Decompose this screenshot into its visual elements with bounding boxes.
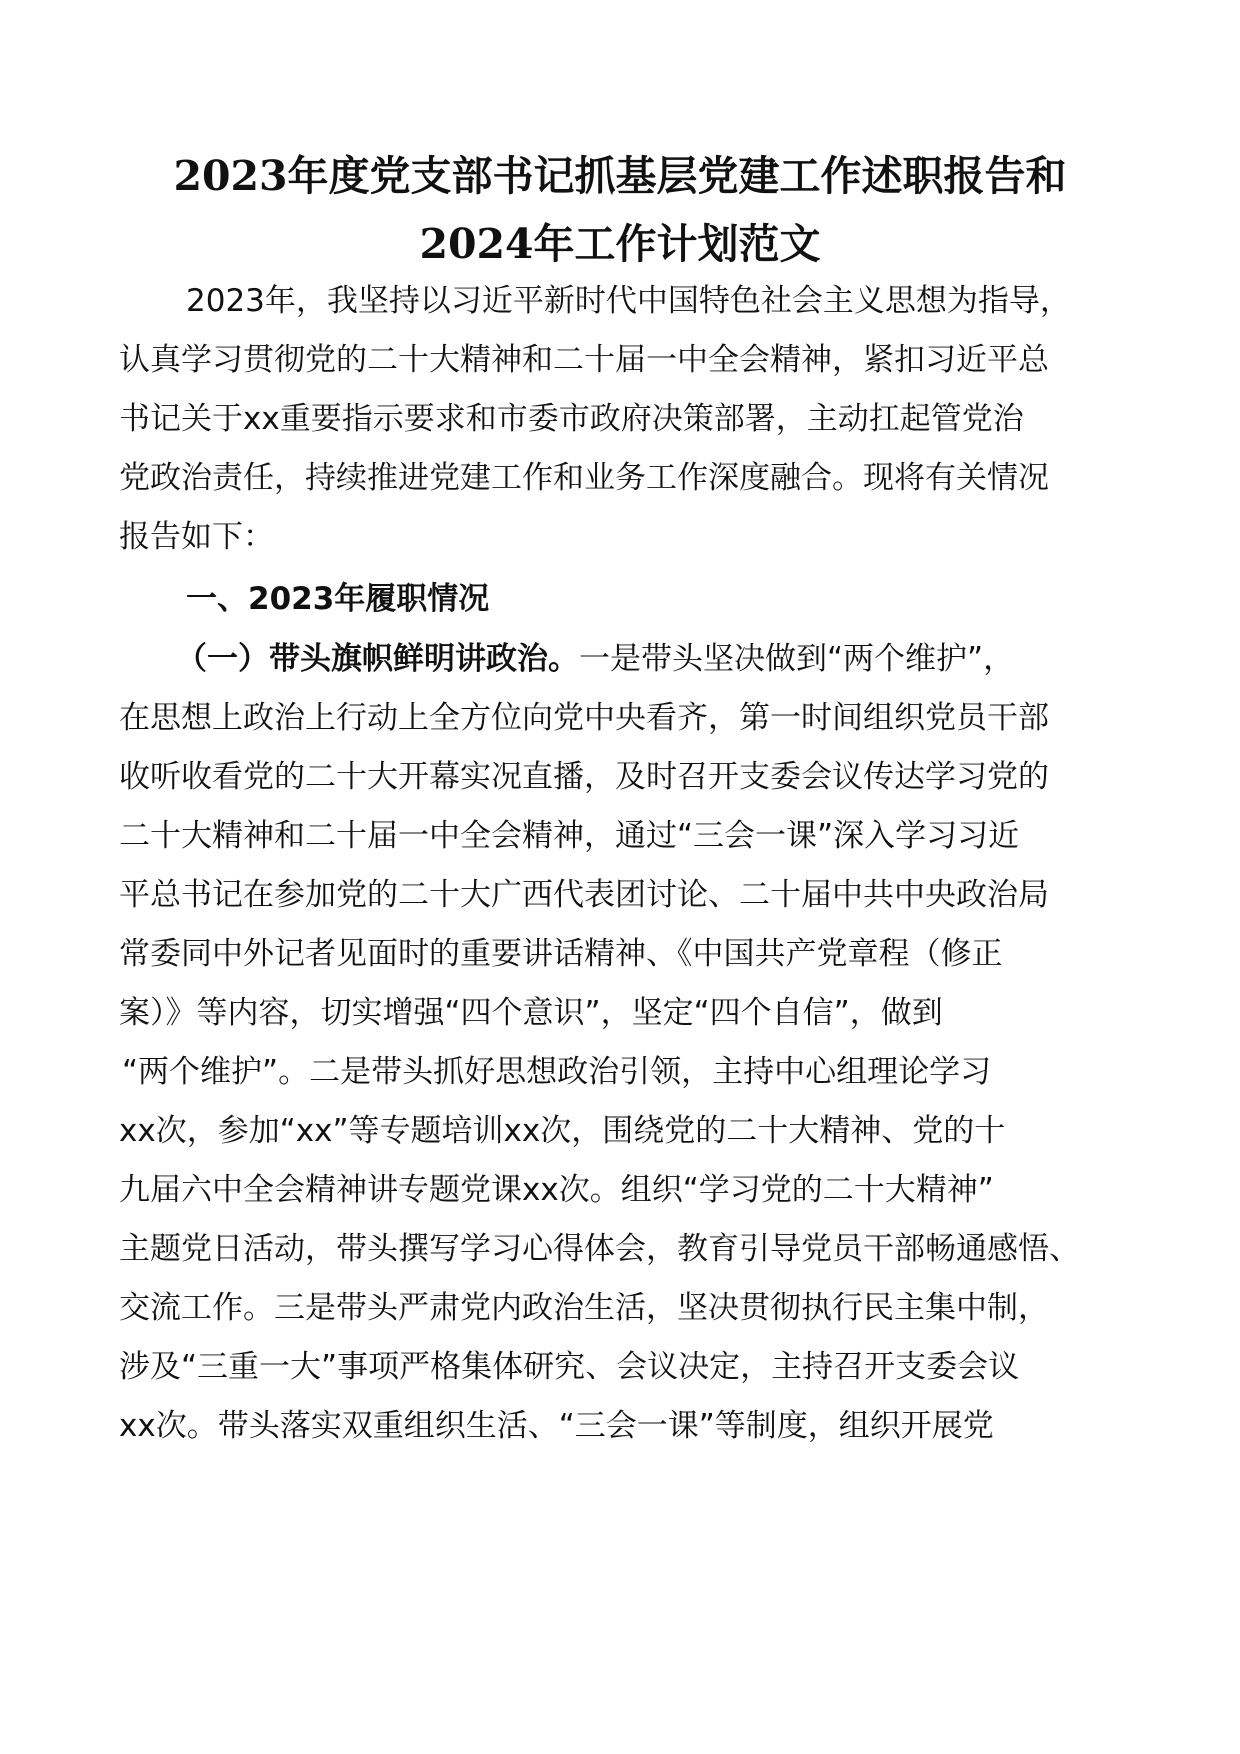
body-line: 九届六中全会精神讲专题党课xx次。组织“学习党的二十大精神” (119, 1172, 994, 1208)
subsection-first-line-text: 一是带头坚决做到“两个维护”， (579, 641, 1015, 677)
body-line: 收听收看党的二十大开幕实况直播，及时召开支委会议传达学习党的 (119, 759, 1049, 795)
body-line: 在思想上政治上行动上全方位向党中央看齐，第一时间组织党员干部 (119, 700, 1049, 736)
body-line: 常委同中外记者见面时的重要讲话精神、《中国共产党章程（修正 (119, 936, 1003, 972)
intro-line: 认真学习贯彻党的二十大精神和二十届一中全会精神，紧扣习近平总 (119, 342, 1049, 378)
intro-line: 2023年，我坚持以习近平新时代中国特色社会主义思想为指导， (186, 283, 1071, 319)
section-heading: 一、2023年履职情况 (186, 581, 490, 617)
intro-line: 报告如下： (119, 519, 274, 555)
body-line: 案）》等内容，切实增强“四个意识”，坚定“四个自信”，做到 (119, 995, 943, 1031)
intro-line: 党政治责任，持续推进党建工作和业务工作深度融合。现将有关情况 (119, 460, 1049, 496)
body-line: xx次，参加“xx”等专题培训xx次，围绕党的二十大精神、党的十 (119, 1113, 1006, 1149)
document-title-line-2: 2024年工作计划范文 (419, 220, 821, 268)
document-title-line-1: 2023年度党支部书记抓基层党建工作述职报告和 (173, 152, 1067, 200)
subsection-heading: （一）带头旗帜鲜明讲政治。 (176, 641, 579, 677)
body-line: xx次。带头落实双重组织生活、“三会一课”等制度，组织开展党 (119, 1408, 994, 1444)
body-line: 二十大精神和二十届一中全会精神，通过“三会一课”深入学习习近 (119, 818, 1020, 854)
subsection-first-line (176, 626, 1186, 692)
body-line: 主题党日活动，带头撰写学习心得体会，教育引导党员干部畅通感悟、 (119, 1231, 1080, 1267)
body-line: 平总书记在参加党的二十大广西代表团讨论、二十届中共中央政治局 (119, 877, 1049, 913)
intro-line: 书记关于xx重要指示要求和市委市政府决策部署，主动扛起管党治 (119, 401, 1024, 437)
body-line: 交流工作。三是带头严肃党内政治生活，坚决贯彻执行民主集中制， (119, 1290, 1049, 1326)
body-line: 涉及“三重一大”事项严格集体研究、会议决定，主持召开支委会议 (119, 1349, 1020, 1385)
body-line: “两个维护”。二是带头抓好思想政治引领，主持中心组理论学习 (122, 1054, 992, 1090)
